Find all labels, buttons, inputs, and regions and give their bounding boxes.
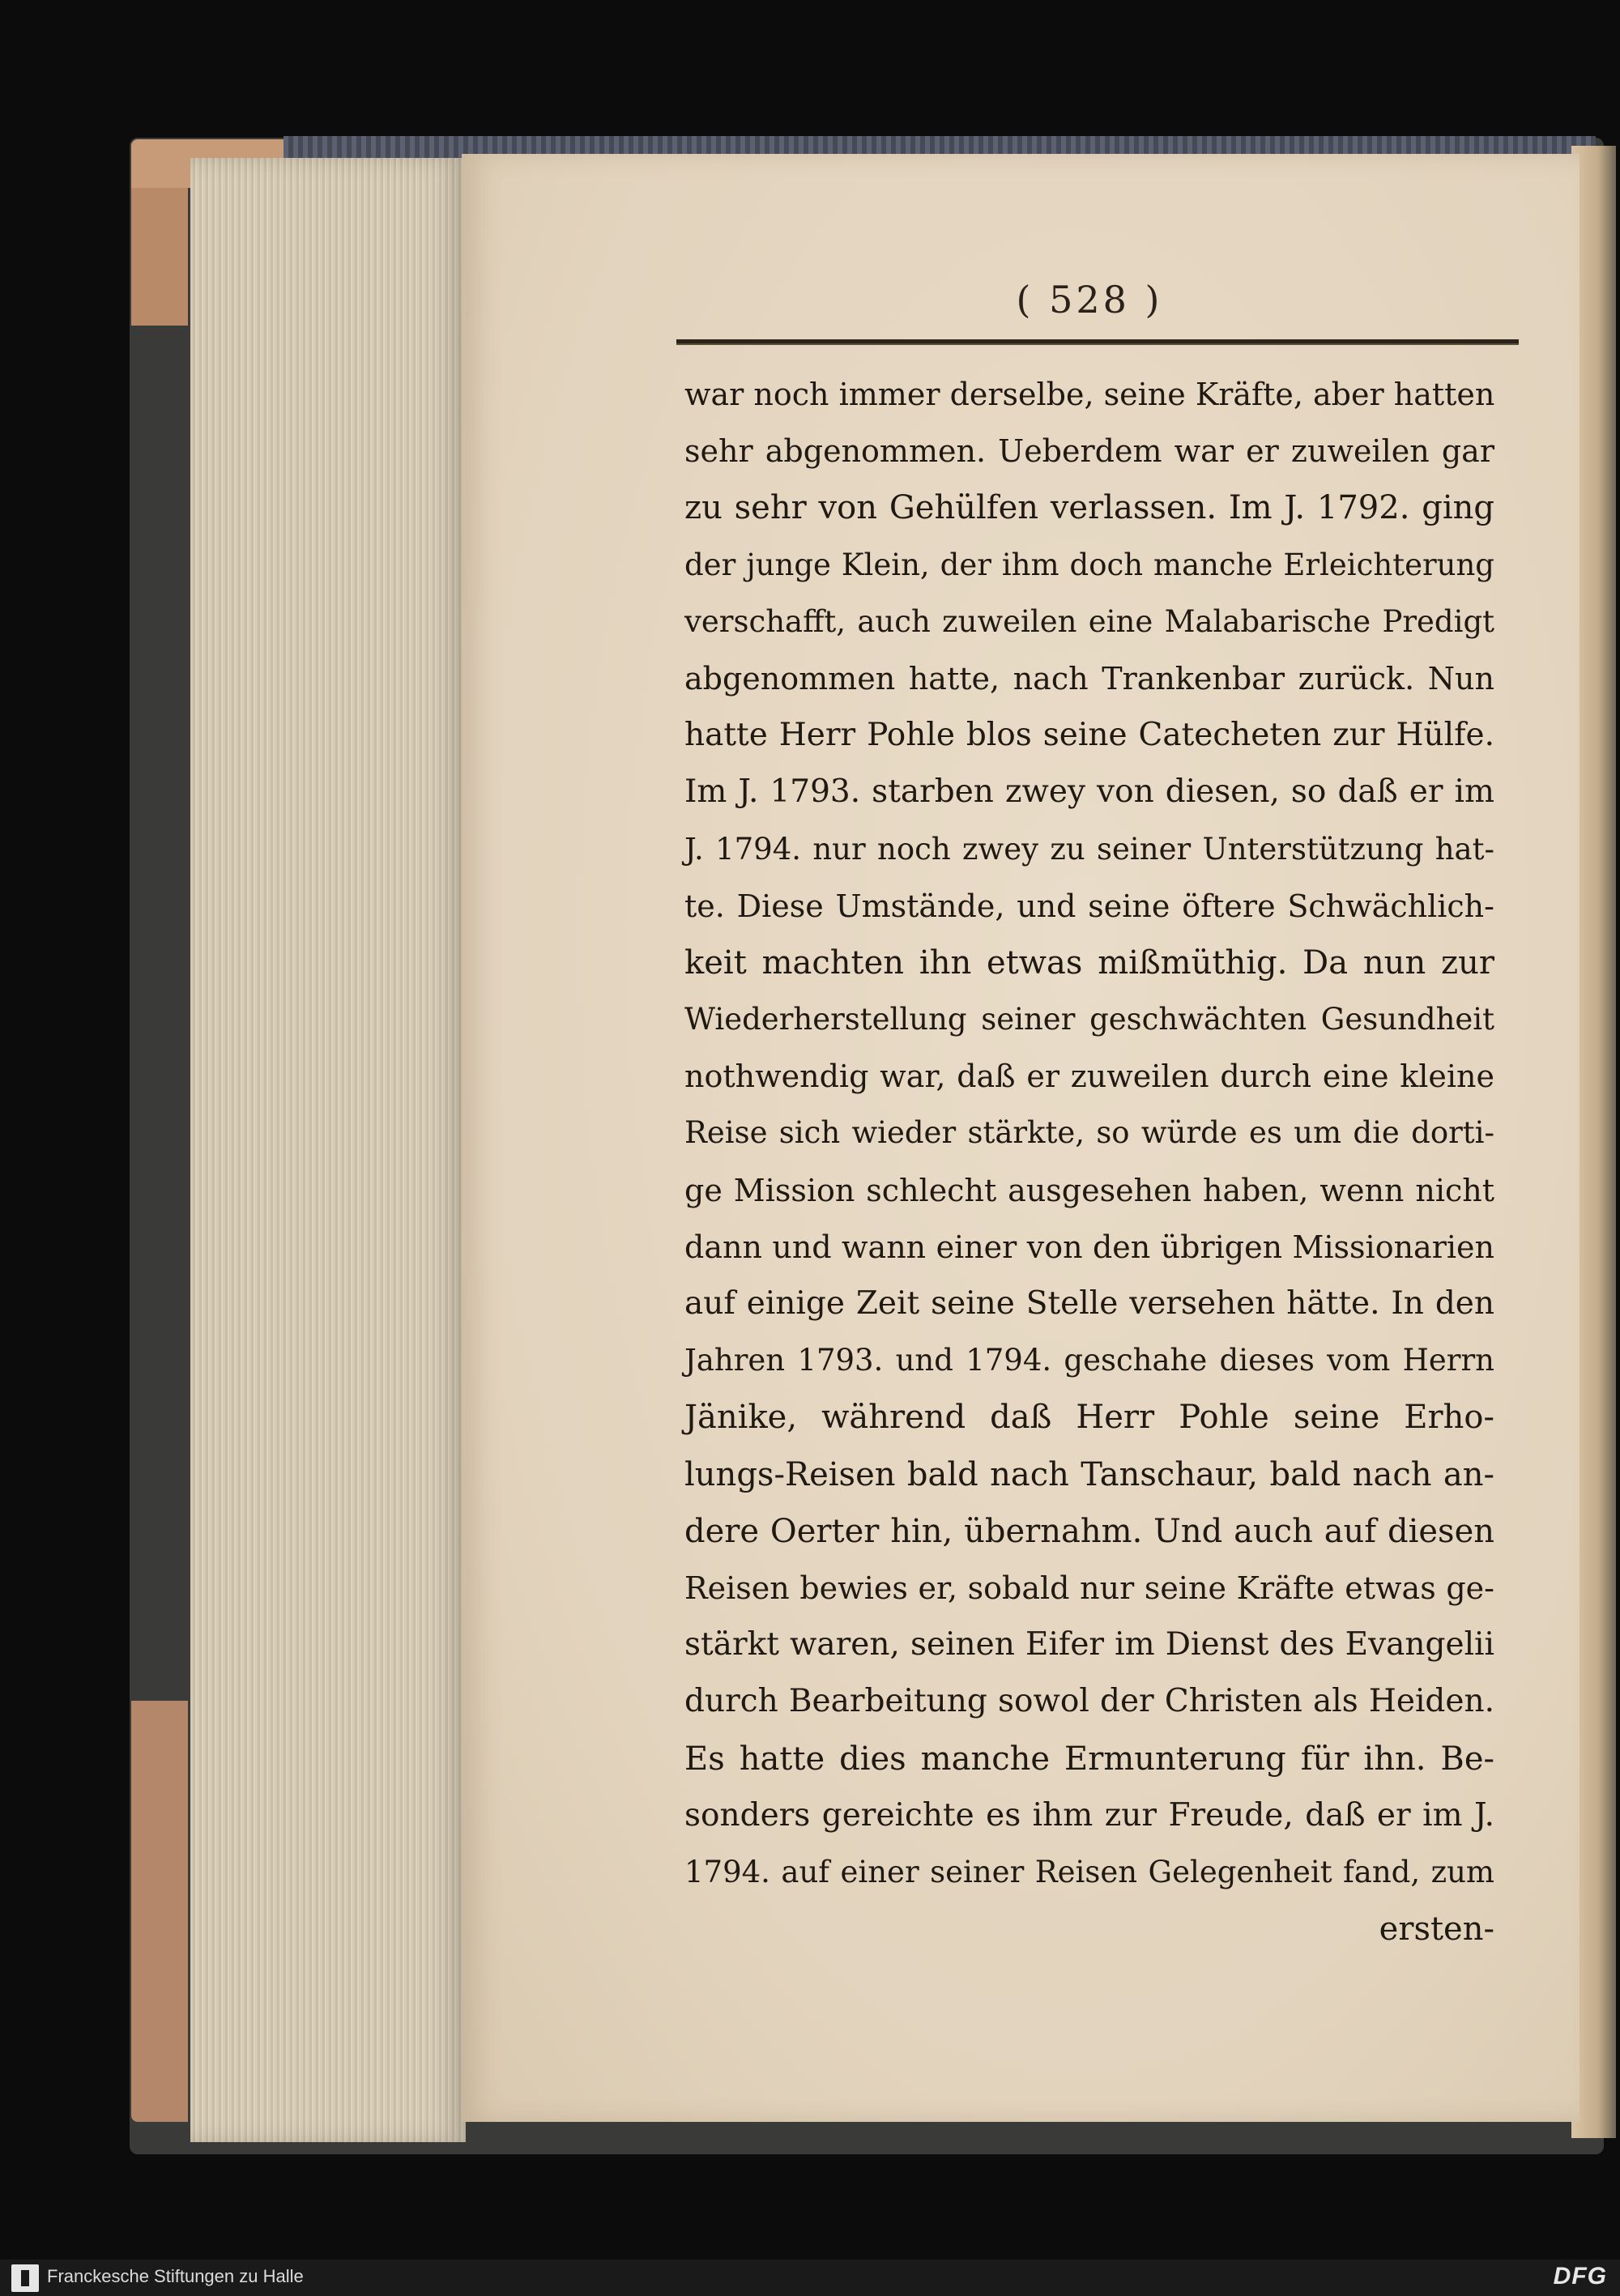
viewer-footer (0, 2260, 1620, 2296)
text-line: Reisen bewies er, sobald nur seine Kräfte etwas ge- (684, 1570, 1494, 1606)
text-line: der junge Klein, der ihm doch manche Erleichterung (684, 547, 1494, 582)
text-line: sonders gereichte es ihm zur Freude, daß er im J. (684, 1796, 1494, 1834)
catchword: ersten- (1379, 1910, 1494, 1949)
text-line: Reise sich wieder stärkte, so würde es um die dorti- (684, 1115, 1494, 1151)
text-line: stärkt waren, seinen Eifer im Dienst des Evangelii (684, 1626, 1494, 1663)
text-line: hatte Herr Pohle blos seine Catecheten zur Hülfe. (684, 717, 1494, 754)
text-line: ge Mission schlecht ausgesehen haben, wenn nicht (684, 1172, 1494, 1208)
cover-leather-corner-bottom (131, 1701, 188, 2122)
body-text (684, 366, 1494, 1957)
text-line: 1794. auf einer seiner Reisen Gelegenheit fand, zum (684, 1854, 1494, 1889)
text-line: Es hatte dies manche Ermunterung für ihn. Be- (684, 1740, 1494, 1778)
text-line: dere Oerter hin, übernahm. Und auch auf diesen (684, 1512, 1494, 1550)
page-content (684, 271, 1494, 1957)
text-line: Jahren 1793. und 1794. geschahe dieses vom Herrn (684, 1343, 1494, 1378)
text-line: dann und wann einer von den übrigen Missionarien (684, 1229, 1494, 1265)
text-line: durch Bearbeitung sowol der Christen als Heiden. (684, 1683, 1494, 1720)
text-line: nothwendig war, daß er zuweilen durch eine kleine (684, 1059, 1494, 1095)
text-line: sehr abgenommen. Ueberdem war er zuweilen gar (684, 433, 1494, 470)
text-line: Im J. 1793. starben zwey von diesen, so daß er im (684, 773, 1494, 811)
text-line: abgenommen hatte, nach Trankenbar zurück. Nun (684, 660, 1494, 696)
institution-logo-icon (11, 2264, 39, 2292)
page-number-header: ( 528 ) (1016, 278, 1163, 322)
header-rule (676, 339, 1519, 345)
dfg-logo: DFG (1553, 2263, 1607, 2290)
text-line: war noch immer derselbe, seine Kräfte, aber hatten (684, 377, 1495, 412)
book-page (462, 154, 1580, 2122)
text-line: Jänike, während daß Herr Pohle seine Erho- (684, 1399, 1494, 1437)
text-line: auf einige Zeit seine Stelle versehen hätte. In den (684, 1285, 1494, 1322)
text-line: J. 1794. nur noch zwey zu seiner Unterstützung hat- (684, 831, 1494, 867)
text-line: lungs-Reisen bald nach Tanschaur, bald nach an- (684, 1455, 1494, 1493)
text-line: keit machten ihn etwas mißmüthig. Da nun zur (684, 944, 1494, 982)
text-line: verschafft, auch zuweilen eine Malabarische Predigt (684, 603, 1494, 639)
text-line: te. Diese Umstände, und seine öftere Schwächlich- (684, 888, 1494, 924)
text-line: Wiederherstellung seiner geschwächten Gesundheit (684, 1002, 1494, 1037)
text-line: zu sehr von Gehülfen verlassen. Im J. 1792. ging (684, 489, 1494, 527)
institution-name: Franckesche Stiftungen zu Halle (47, 2266, 304, 2286)
page-stack (190, 158, 466, 2142)
